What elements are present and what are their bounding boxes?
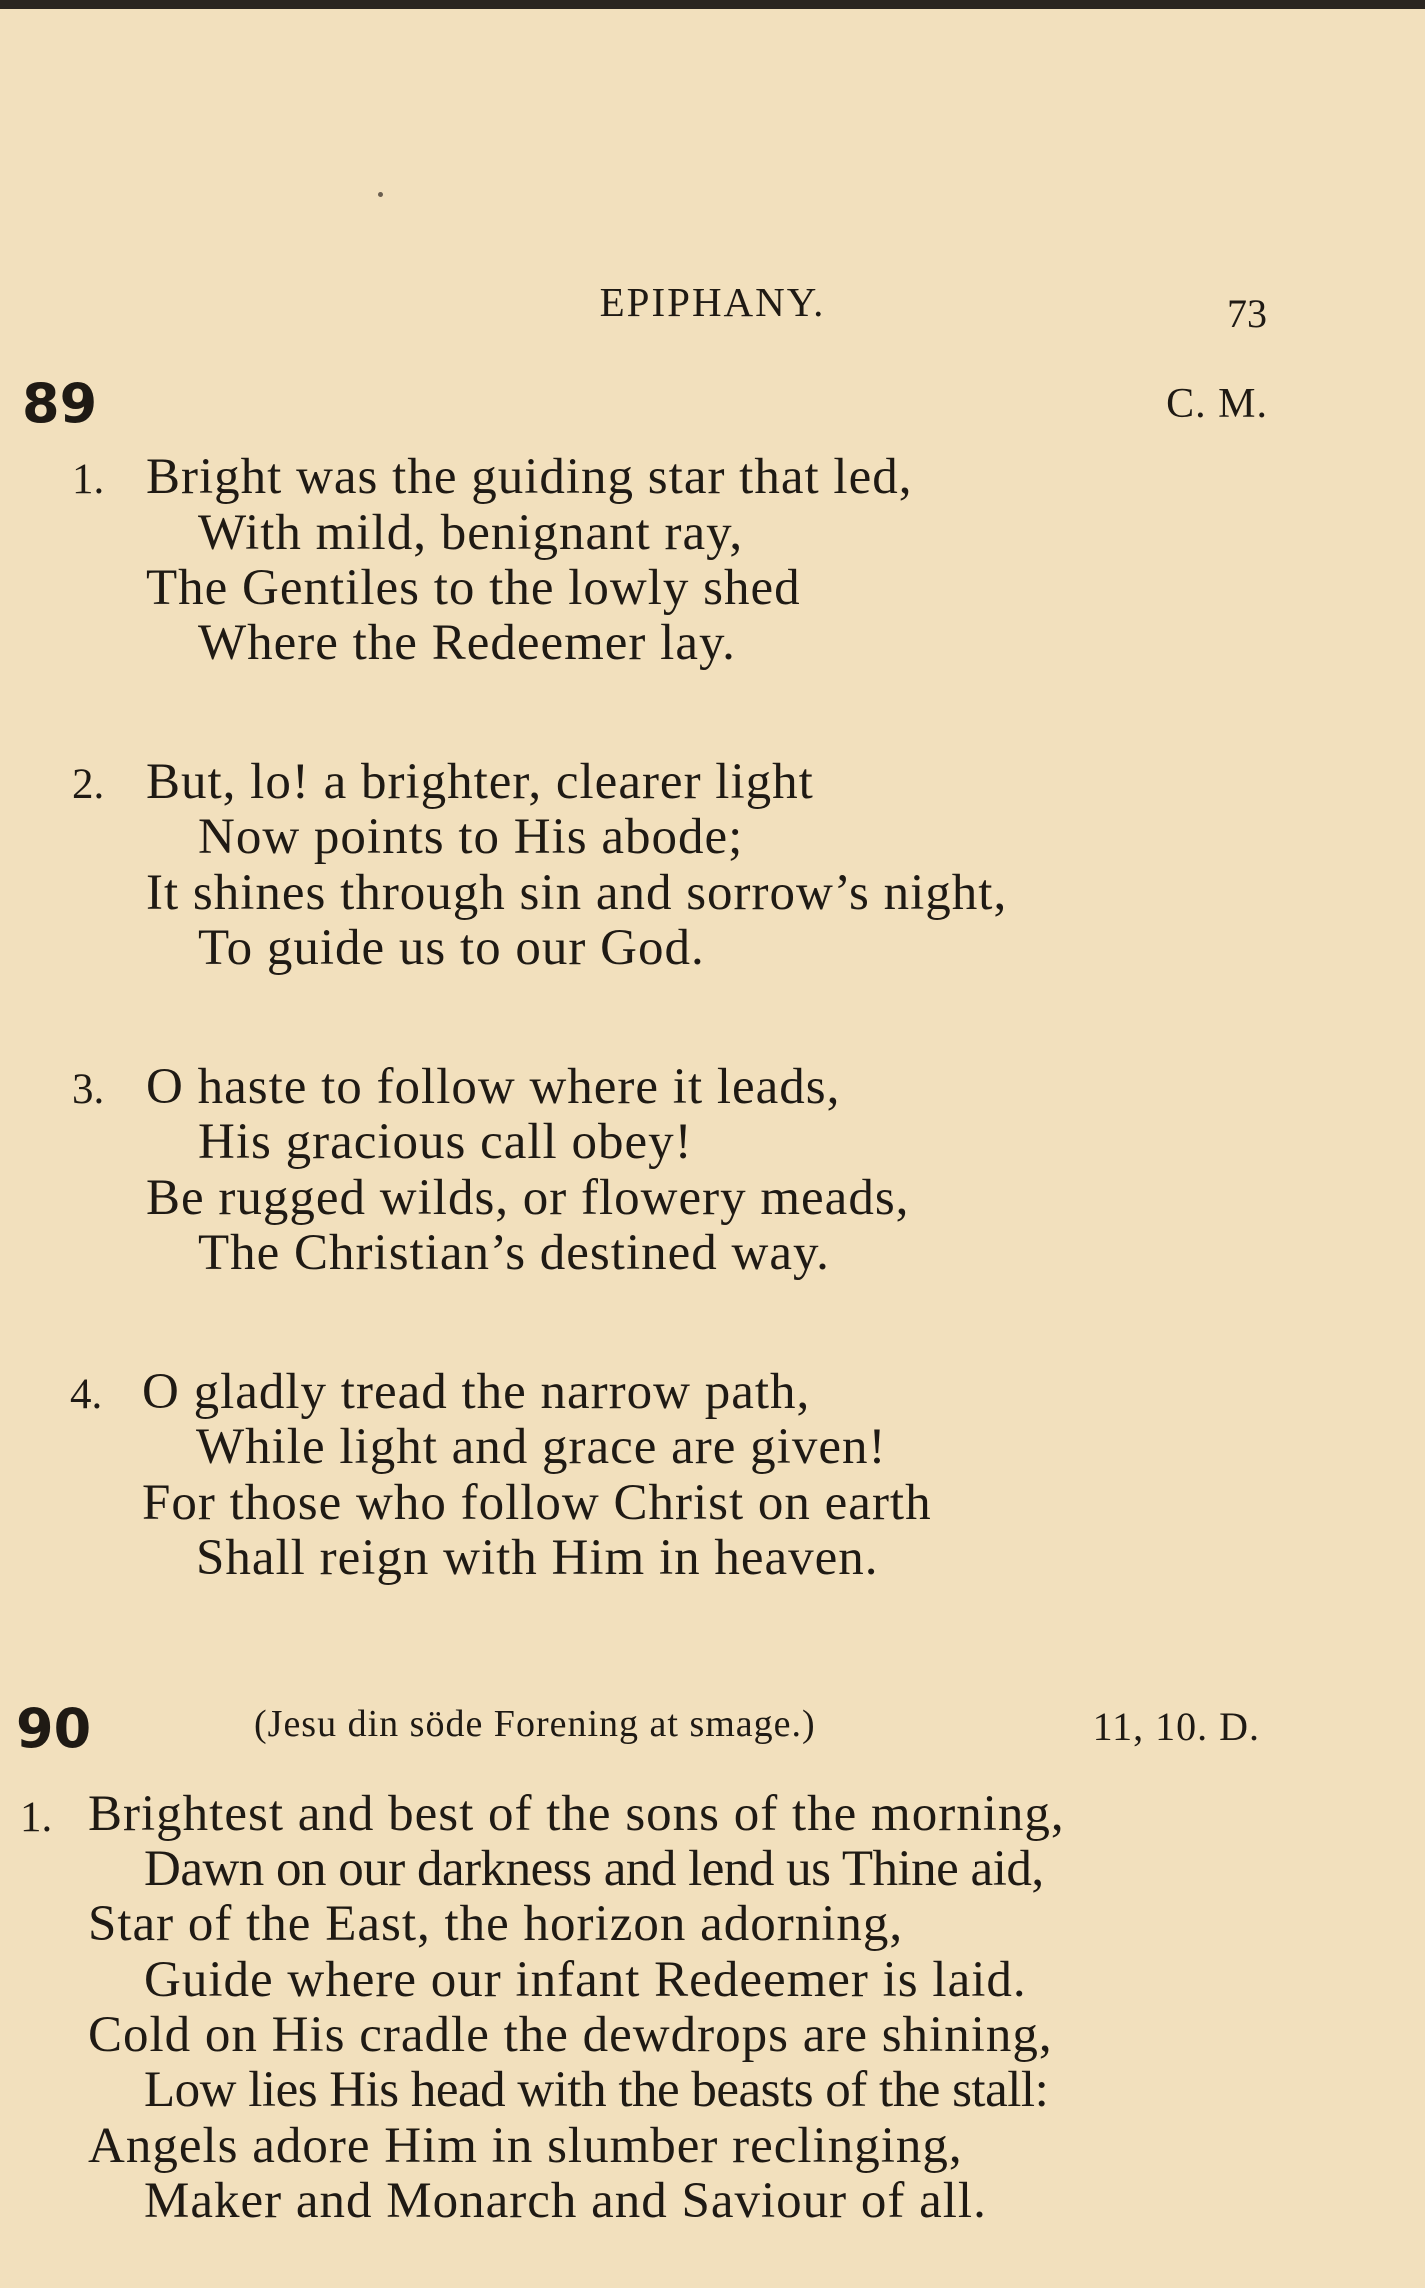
verse-line: Where the Redeemer lay. [198,615,736,671]
verse-line: While light and grace are given! [196,1419,887,1475]
verse-line: Be rugged wilds, or flowery meads, [146,1170,910,1226]
verse-line: O gladly tread the narrow path, [142,1364,811,1420]
hymn-90-meter: 11, 10. D. [1092,1704,1260,1749]
verse-line: Brightest and best of the sons of the morning, [88,1786,1065,1842]
verse-number: 4. [70,1371,103,1418]
verse-line: Maker and Monarch and Saviour of all. [144,2173,987,2229]
page-speck [378,192,383,197]
verse-line: Shall reign with Him in heaven. [196,1530,879,1586]
verse-line: For those who follow Christ on earth [142,1475,932,1531]
hymn-90-tune-name: (Jesu din söde Forening at smage.) [254,1703,816,1745]
verse-line: The Christian’s destined way. [198,1225,830,1281]
verse-number: 2. [72,761,105,808]
verse-number: 1. [20,1794,53,1841]
hymn-89-meter: C. M. [1166,381,1268,427]
verse-line: Guide where our infant Redeemer is laid. [144,1952,1027,2008]
verse-line: The Gentiles to the lowly shed [146,560,801,616]
verse-line: It shines through sin and sorrow’s night, [146,865,1008,921]
hymn-number-90: 90 [16,1697,92,1760]
verse-line: Cold on His cradle the dewdrops are shining, [88,2007,1053,2063]
verse-line: O haste to follow where it leads, [146,1059,841,1115]
verse-line: To guide us to our God. [198,920,705,976]
verse-number: 3. [72,1066,105,1113]
page-number: 73 [1227,291,1267,336]
verse-line: Dawn on our darkness and lend us Thine aid, [144,1841,1044,1897]
top-edge-rule [0,0,1425,9]
verse-line: Angels adore Him in slumber reclinging, [88,2118,963,2174]
verse-line: His gracious call obey! [198,1114,693,1170]
running-head: EPIPHANY. [599,279,826,325]
verse-line: Now points to His abode; [198,809,744,865]
verse-line: Star of the East, the horizon adorning, [88,1896,904,1952]
verse-line: With mild, benignant ray, [198,505,744,561]
verse-line: Low lies His head with the beasts of the stall: [144,2062,1049,2118]
verse-line: Bright was the guiding star that led, [146,449,913,505]
verse-number: 1. [72,456,105,503]
hymn-number-89: 89 [22,372,98,435]
verse-line: But, lo! a brighter, clearer light [146,754,814,810]
